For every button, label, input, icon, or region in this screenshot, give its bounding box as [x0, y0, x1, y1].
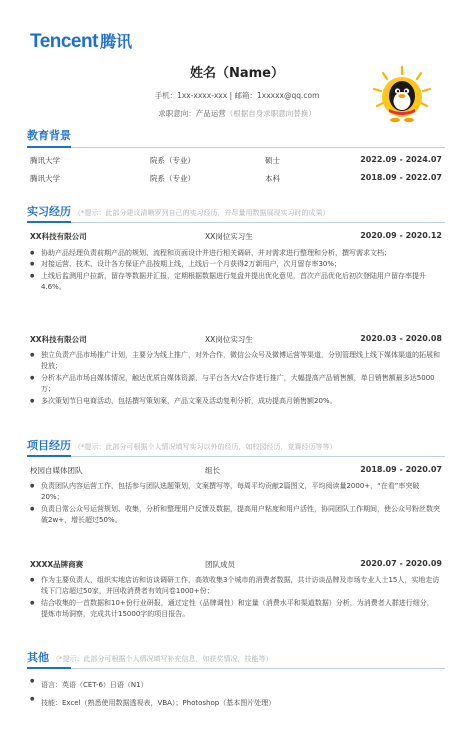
internship-hint: （*提示：此部分建议清晰罗列自己的实习经历，并尽量用数据展现实习时的成果） — [74, 209, 330, 217]
department: 院系（专业） — [150, 174, 195, 183]
education-divider — [27, 147, 445, 148]
projects-title — [27, 437, 337, 453]
list-item: ● 对接运营、技术、设计各方保证产品按期上线，上线后一个月获得2万新用户，次月留存率30%； — [30, 259, 440, 270]
project-bullets — [30, 575, 440, 621]
education-row — [30, 173, 442, 185]
list-item: ● 分析本产品市场自媒体情况，触达优质自媒体资源，与平台各大V合作进行推广，大幅提高产品销售额，单日销售额最多达5000万； — [30, 373, 440, 396]
projects-title-text: 项目经历 — [27, 439, 71, 452]
list-item: ● 上线后监测用户拉新，留存等数据并汇报，定期根据数据进行复盘并提出优化意见，首次产品优化后初次登陆用户留存率提升4.6%。 — [30, 271, 440, 294]
education-title-text: 教育背景 — [27, 129, 71, 142]
company: XX科技有限公司 — [30, 335, 87, 344]
others-hint: （*提示：此部分可根据个人情况填写补充信息，如获奖情况，技能等） — [52, 655, 273, 663]
school: 腾讯大学 — [30, 174, 60, 183]
list-item: ● 作为主要负责人，组织实地店访和访谈调研工作，高效收集3个城市的消费者数据，共计访谈品牌及市场专业人士15人，实地走访线下门店超过50家，并回收消费者有效问卷1000+份； — [30, 575, 440, 598]
others-title-text: 其他 — [27, 651, 49, 664]
others-bullets — [30, 676, 440, 712]
internship-bullets — [30, 350, 440, 407]
date-range: 2022.09 - 2024.07 — [360, 155, 442, 164]
penguin-avatar-icon — [372, 65, 432, 127]
projects-divider — [27, 456, 445, 457]
date-range: 2018.09 - 2022.07 — [360, 173, 442, 182]
department: 院系（专业） — [150, 156, 195, 165]
others-divider — [27, 668, 445, 669]
others-title — [27, 649, 273, 665]
date-range: 2020.09 - 2020.12 — [360, 231, 442, 240]
role: 团队成员 — [205, 560, 235, 569]
date-range: 2018.09 - 2020.07 — [360, 465, 442, 474]
list-item: ● 结合收集的一首数据和10+份行业研报，通过定性（品牌调性）和定量（消费水平和渠道数据）分析，为消费者人群进行细分，提炼市场洞察，完成共计15000字的项目报告。 — [30, 598, 440, 621]
role: XX岗位实习生 — [205, 335, 253, 344]
role: 组长 — [205, 466, 220, 475]
date-range: 2020.03 - 2020.08 — [360, 334, 442, 343]
list-item: ● 负责团队内容运营工作，包括参与团队选题策划，文案撰写等，每周平均贡献2篇图文，平均阅读量2000+，“在看”率突破20%； — [30, 481, 440, 504]
project-name: 校园自媒体团队 — [30, 466, 83, 475]
logo-text-en: Tencent — [30, 31, 98, 52]
project-header — [30, 465, 442, 477]
project-bullets — [30, 481, 440, 527]
job-intent-hint: （根据自身求职意向替换） — [225, 109, 316, 118]
contact-info: 手机：1xx-xxxx-xxx | 邮箱：1xxxxx@qq.com — [154, 91, 320, 100]
project-header — [30, 559, 442, 571]
date-range: 2020.07 - 2020.09 — [360, 559, 442, 568]
tencent-logo — [30, 29, 132, 53]
job-intent-label: 求职意向：产品运营 — [158, 109, 226, 118]
list-item: ● 协助产品经理负责前期产品的规划、流程和页面设计并进行相关调研，并对需求进行整理和分析，撰写需求文档； — [30, 248, 440, 259]
list-item: ● 负责日常公众号运营规划、收集，分析和整理用户反馈及数据，提高用户粘度和用户活性，协同团队工作期间，使公众号粉丝数突破2w+，增长超过50%。 — [30, 504, 440, 527]
internship-divider — [27, 222, 445, 223]
internship-bullets — [30, 248, 440, 294]
company: XX科技有限公司 — [30, 232, 87, 241]
list-item: ● 语言：英语（CET-6）日语（N1） — [30, 676, 440, 694]
education-row — [30, 155, 442, 167]
list-item: ● 多次策划节日电商活动，包括撰写策划案，产品文案及活动复利分析，成功提高月销售额20%。 — [30, 396, 440, 407]
school: 腾讯大学 — [30, 156, 60, 165]
internship-header — [30, 231, 442, 243]
list-item: ● 独立负责产品市场推广计划，主要分为线上推广，对外合作，微信公众号及微博运营等渠道，分别管理线上线下媒体渠道的拓展和投放； — [30, 350, 440, 373]
resume-name: 姓名（Name） — [189, 66, 284, 81]
education-title — [27, 127, 71, 143]
project-name: XXXX品牌商赛 — [30, 560, 84, 569]
role: XX岗位实习生 — [205, 232, 253, 241]
projects-hint: （*提示：此部分可根据个人情况填写实习以外的经历，如校园经历，竞赛经历等等） — [74, 443, 337, 451]
internship-title — [27, 203, 330, 219]
internship-title-text: 实习经历 — [27, 205, 71, 218]
degree: 本科 — [265, 174, 280, 183]
list-item: ● 技能：Excel（熟悉使用数据透视表，VBA）；Photoshop（基本图片处理） — [30, 694, 440, 712]
logo-text-cn: 腾讯 — [99, 32, 132, 51]
degree: 硕士 — [265, 156, 280, 165]
internship-header — [30, 334, 442, 346]
